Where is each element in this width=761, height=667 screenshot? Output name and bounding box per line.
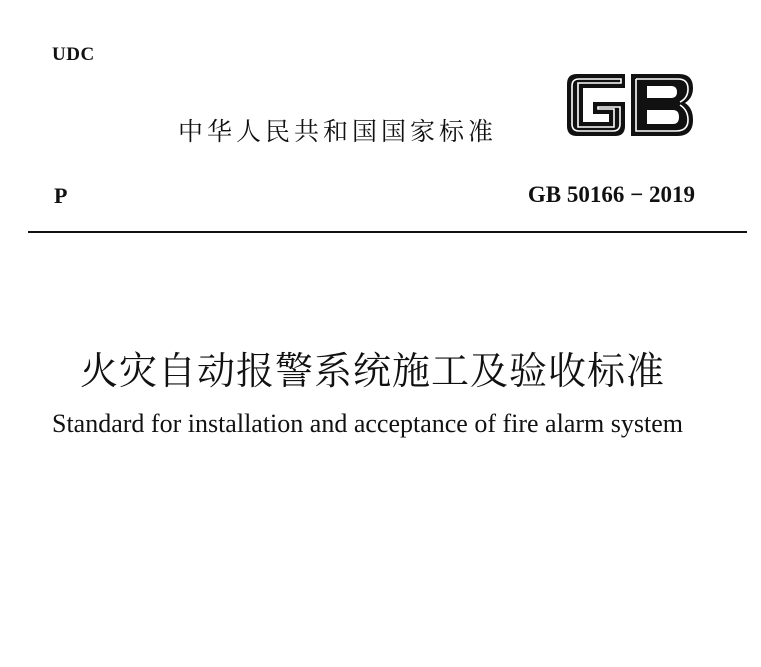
issuer-title: 中华人民共和国国家标准 — [178, 117, 498, 146]
title-chinese: 火灾自动报警系统施工及验收标准 — [80, 349, 666, 393]
category-label: P — [54, 183, 68, 208]
udc-label: UDC — [52, 44, 95, 65]
gb-logo — [563, 70, 697, 140]
header-divider — [28, 231, 747, 233]
title-english: Standard for installation and acceptance of fire alarm system — [52, 409, 683, 438]
standard-code: GB 50166 − 2019 — [527, 182, 695, 207]
